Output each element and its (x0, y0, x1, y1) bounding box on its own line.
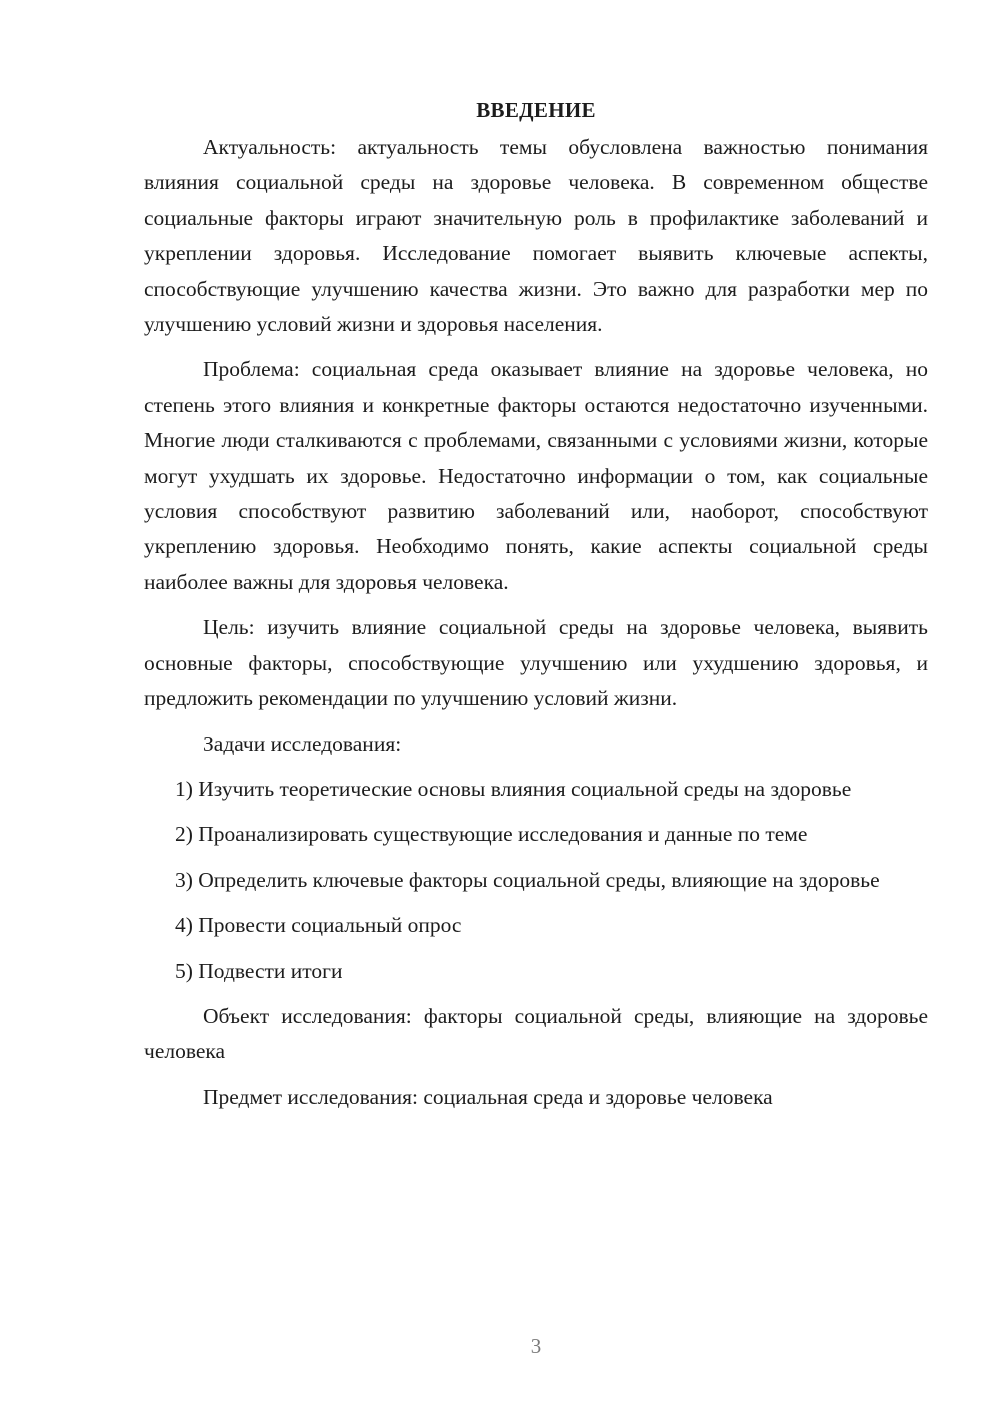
page-title: ВВЕДЕНИЕ (476, 98, 596, 122)
research-object-paragraph: Объект исследования: факторы социальной среды, влияющие на здоровье человека (144, 1003, 928, 1064)
document-page (144, 92, 928, 1125)
task-item-5: 5) Подвести итоги (175, 958, 343, 983)
task-item-2: 2) Проанализировать существующие исследования и данные по теме (175, 822, 808, 847)
goal-paragraph: Цель: изучить влияние социальной среды на здоровье человека, выявить основные факторы, способствующие улучшению или ухудшению здоровья, и предложить рекомендации по улучшению условий жизни. (144, 615, 928, 711)
tasks-heading: Задачи исследования: (203, 731, 402, 756)
research-subject-paragraph: Предмет исследования: социальная среда и здоровье человека (203, 1084, 773, 1109)
page-number: 3 (530, 1334, 542, 1358)
task-item-4: 4) Провести социальный опрос (175, 913, 462, 938)
task-item-1: 1) Изучить теоретические основы влияния социальной среды на здоровье (175, 776, 852, 801)
relevance-paragraph: Актуальность: актуальность темы обусловлена важностью понимания влияния социальной среды на здоровье человека. В современном обществе социальные факторы играют значительную роль в профилактике заболеваний и укреплении здоровья. Исследование помогает выявить ключевые аспекты, способствующие улучшению качества жизни. Это важно для разработки мер по улучшению условий жизни и здоровья населения. (144, 135, 928, 337)
problem-paragraph: Проблема: социальная среда оказывает влияние на здоровье человека, но степень этого влияния и конкретные факторы остаются недостаточно изученными. Многие люди сталкиваются с проблемами, связанными с условиями жизни, которые могут ухудшать их здоровье. Недостаточно информации о том, как социальные условия способствуют развитию заболеваний или, наоборот, способствуют укреплению здоровья. Необходимо понять, какие аспекты социальной среды наиболее важны для здоровья человека. (144, 357, 928, 594)
task-item-3: 3) Определить ключевые факторы социальной среды, влияющие на здоровье (175, 867, 880, 892)
